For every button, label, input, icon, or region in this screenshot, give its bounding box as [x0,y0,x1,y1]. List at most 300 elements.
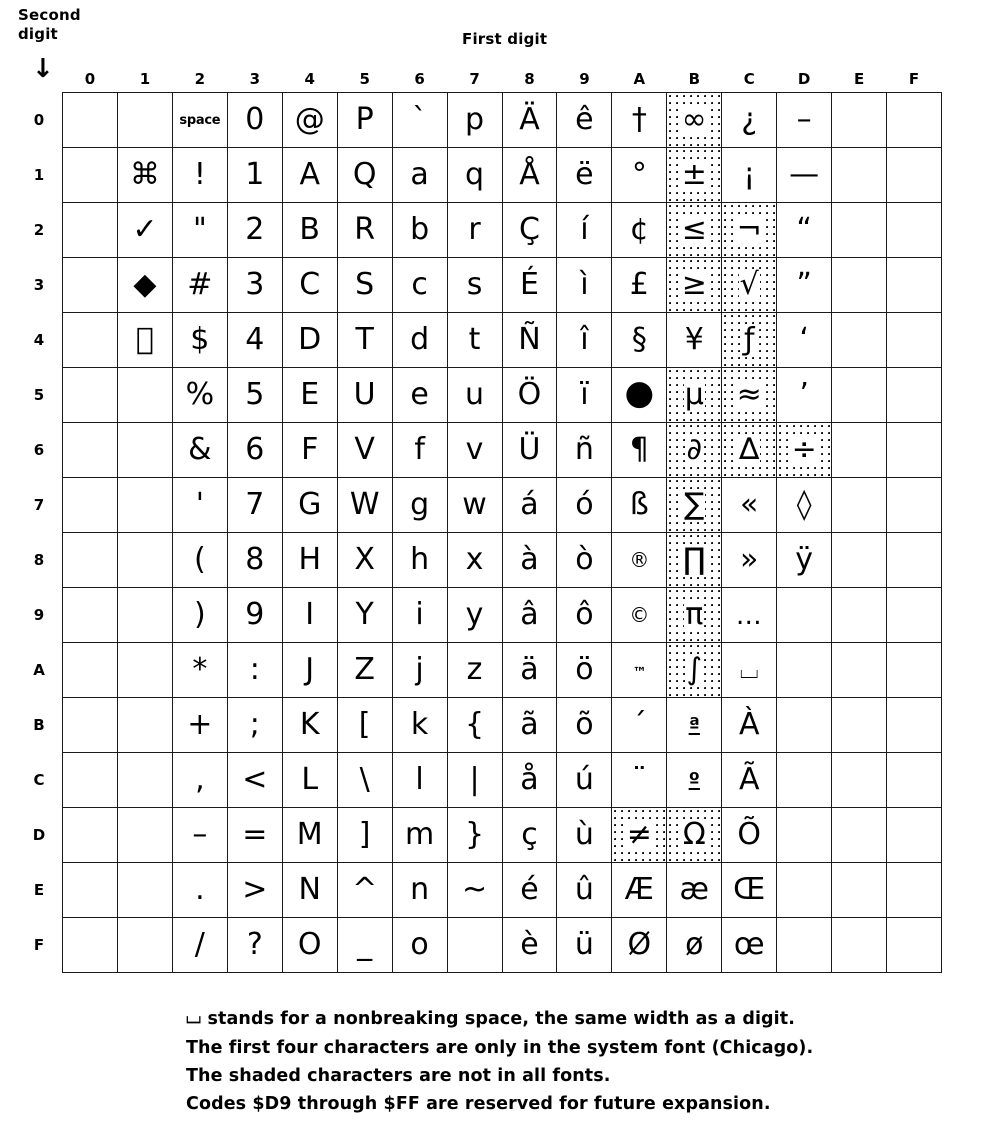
column-header-3: 3 [249,70,260,88]
char-cell-A3[interactable] [612,258,667,313]
char-cell-36[interactable] [227,423,282,478]
char-glyph: space [179,112,221,128]
char-cell-3C[interactable] [227,753,282,808]
char-cell-0D[interactable] [63,808,118,863]
char-cell-B9[interactable] [667,588,722,643]
char-cell-4E[interactable] [282,863,337,918]
char-cell-41[interactable] [282,148,337,203]
column-header-4: 4 [304,70,315,88]
char-cell-53[interactable] [337,258,392,313]
char-cell-09[interactable] [63,588,118,643]
char-glyph: Z [354,652,375,687]
char-cell-DB[interactable] [777,698,832,753]
char-cell-9B[interactable] [557,698,612,753]
char-cell-91[interactable] [557,148,612,203]
char-cell-F5[interactable] [887,368,942,423]
char-cell-0A[interactable] [63,643,118,698]
column-header-C: C [743,70,755,88]
char-cell-DF[interactable] [777,918,832,973]
char-cell-30[interactable] [227,93,282,148]
char-cell-0E[interactable] [63,863,118,918]
char-cell-9E[interactable] [557,863,612,918]
column-header-A: A [633,70,646,88]
char-cell-27[interactable] [172,478,227,533]
char-cell-DE[interactable] [777,863,832,918]
char-cell-FD[interactable] [887,808,942,863]
char-cell-4B[interactable] [282,698,337,753]
char-cell-B2[interactable] [667,203,722,258]
char-cell-7F[interactable] [447,918,502,973]
char-cell-11[interactable] [117,148,172,203]
char-cell-82[interactable] [502,203,557,258]
char-cell-6F[interactable] [392,918,447,973]
char-cell-07[interactable] [63,478,118,533]
char-cell-AA[interactable] [612,643,667,698]
char-cell-75[interactable] [447,368,502,423]
char-glyph: I [305,597,315,632]
char-cell-1A[interactable] [117,643,172,698]
char-cell-AD[interactable] [612,808,667,863]
char-cell-9C[interactable] [557,753,612,808]
char-cell-F9[interactable] [887,588,942,643]
char-cell-AC[interactable] [612,753,667,808]
char-glyph: Ç [518,212,540,247]
char-cell-A9[interactable] [612,588,667,643]
char-cell-94[interactable] [557,313,612,368]
char-cell-D5[interactable] [777,368,832,423]
char-cell-5E[interactable] [337,863,392,918]
char-cell-87[interactable] [502,478,557,533]
char-cell-BB[interactable] [667,698,722,753]
char-cell-DA[interactable] [777,643,832,698]
char-cell-F0[interactable] [887,93,942,148]
char-cell-95[interactable] [557,368,612,423]
char-cell-1D[interactable] [117,808,172,863]
char-cell-2A[interactable] [172,643,227,698]
char-cell-E4[interactable] [832,313,887,368]
char-cell-BA[interactable] [667,643,722,698]
char-glyph: ¨ [631,762,647,797]
char-cell-90[interactable] [557,93,612,148]
char-cell-5D[interactable] [337,808,392,863]
char-cell-FE[interactable] [887,863,942,918]
char-cell-64[interactable] [392,313,447,368]
char-glyph: % [185,377,215,412]
char-cell-16[interactable] [117,423,172,478]
second-digit-axis-label [18,6,81,44]
char-cell-19[interactable] [117,588,172,643]
char-cell-A4[interactable] [612,313,667,368]
char-cell-06[interactable] [63,423,118,478]
char-cell-C3[interactable] [722,258,777,313]
char-cell-F4[interactable] [887,313,942,368]
char-cell-81[interactable] [502,148,557,203]
char-glyph: ª [688,713,700,737]
char-glyph: ◊ [796,487,812,522]
char-cell-7A[interactable] [447,643,502,698]
char-glyph: X [354,542,375,577]
char-cell-E6[interactable] [832,423,887,478]
char-cell-71[interactable] [447,148,502,203]
char-cell-35[interactable] [227,368,282,423]
char-cell-22[interactable] [172,203,227,258]
char-cell-4C[interactable] [282,753,337,808]
char-cell-42[interactable] [282,203,337,258]
char-cell-8A[interactable] [502,643,557,698]
column-header-1: 1 [139,70,151,88]
char-cell-44[interactable] [282,313,337,368]
char-cell-2C[interactable] [172,753,227,808]
char-cell-2D[interactable] [172,808,227,863]
char-cell-14[interactable] [117,313,172,368]
char-cell-65[interactable] [392,368,447,423]
char-cell-A1[interactable] [612,148,667,203]
char-cell-59[interactable] [337,588,392,643]
column-header-E: E [853,70,865,88]
char-cell-F1[interactable] [887,148,942,203]
char-cell-31[interactable] [227,148,282,203]
char-cell-ED[interactable] [832,808,887,863]
char-cell-2B[interactable] [172,698,227,753]
char-cell-98[interactable] [557,533,612,588]
char-glyph: 2 [245,212,265,247]
char-cell-FA[interactable] [887,643,942,698]
char-cell-B4[interactable] [667,313,722,368]
char-glyph: † [631,102,647,137]
char-cell-FF[interactable] [887,918,942,973]
char-cell-28[interactable] [172,533,227,588]
char-cell-70[interactable] [447,93,502,148]
char-cell-8F[interactable] [502,918,557,973]
char-cell-B6[interactable] [667,423,722,478]
char-cell-3F[interactable] [227,918,282,973]
char-cell-25[interactable] [172,368,227,423]
char-cell-3B[interactable] [227,698,282,753]
char-cell-BC[interactable] [667,753,722,808]
char-cell-3E[interactable] [227,863,282,918]
char-cell-85[interactable] [502,368,557,423]
char-cell-69[interactable] [392,588,447,643]
char-cell-60[interactable] [392,93,447,148]
char-cell-EE[interactable] [832,863,887,918]
char-cell-6D[interactable] [392,808,447,863]
char-cell-DC[interactable] [777,753,832,808]
char-cell-7C[interactable] [447,753,502,808]
char-cell-7B[interactable] [447,698,502,753]
char-cell-C4[interactable] [722,313,777,368]
char-cell-26[interactable] [172,423,227,478]
char-cell-57[interactable] [337,478,392,533]
char-cell-1F[interactable] [117,918,172,973]
char-glyph: Ø [627,927,652,962]
char-cell-38[interactable] [227,533,282,588]
char-cell-E1[interactable] [832,148,887,203]
char-cell-15[interactable] [117,368,172,423]
char-cell-A8[interactable] [612,533,667,588]
char-cell-61[interactable] [392,148,447,203]
char-cell-D0[interactable] [777,93,832,148]
char-cell-88[interactable] [502,533,557,588]
char-cell-54[interactable] [337,313,392,368]
char-cell-FB[interactable] [887,698,942,753]
char-cell-40[interactable] [282,93,337,148]
char-cell-CB[interactable] [722,698,777,753]
char-cell-3D[interactable] [227,808,282,863]
char-cell-33[interactable] [227,258,282,313]
char-cell-DD[interactable] [777,808,832,863]
char-cell-77[interactable] [447,478,502,533]
char-cell-A7[interactable] [612,478,667,533]
char-cell-CF[interactable] [722,918,777,973]
char-cell-08[interactable] [63,533,118,588]
char-cell-1B[interactable] [117,698,172,753]
char-cell-D4[interactable] [777,313,832,368]
char-glyph: î [580,322,589,357]
char-cell-EF[interactable] [832,918,887,973]
char-glyph: É [519,267,539,302]
char-cell-A5[interactable] [612,368,667,423]
char-cell-5F[interactable] [337,918,392,973]
char-cell-AB[interactable] [612,698,667,753]
char-cell-A6[interactable] [612,423,667,478]
char-cell-F3[interactable] [887,258,942,313]
char-cell-B1[interactable] [667,148,722,203]
char-cell-05[interactable] [63,368,118,423]
char-cell-80[interactable] [502,93,557,148]
char-cell-20[interactable] [172,93,227,148]
char-cell-E0[interactable] [832,93,887,148]
char-cell-C9[interactable] [722,588,777,643]
char-cell-23[interactable] [172,258,227,313]
char-cell-56[interactable] [337,423,392,478]
char-cell-0F[interactable] [63,918,118,973]
char-cell-58[interactable] [337,533,392,588]
char-cell-83[interactable] [502,258,557,313]
char-cell-68[interactable] [392,533,447,588]
char-cell-6B[interactable] [392,698,447,753]
char-cell-96[interactable] [557,423,612,478]
char-cell-32[interactable] [227,203,282,258]
char-glyph: Q [352,157,377,192]
char-cell-04[interactable] [63,313,118,368]
char-cell-8E[interactable] [502,863,557,918]
char-cell-B7[interactable] [667,478,722,533]
char-cell-8B[interactable] [502,698,557,753]
char-cell-79[interactable] [447,588,502,643]
char-cell-2F[interactable] [172,918,227,973]
char-cell-63[interactable] [392,258,447,313]
char-cell-12[interactable] [117,203,172,258]
char-glyph: x [465,542,484,577]
char-cell-C2[interactable] [722,203,777,258]
char-cell-C1[interactable] [722,148,777,203]
char-glyph: t [468,322,481,357]
char-cell-F8[interactable] [887,533,942,588]
char-cell-72[interactable] [447,203,502,258]
char-cell-21[interactable] [172,148,227,203]
table-row [63,203,942,258]
char-cell-0C[interactable] [63,753,118,808]
char-cell-51[interactable] [337,148,392,203]
char-cell-CA[interactable] [722,643,777,698]
char-cell-39[interactable] [227,588,282,643]
char-glyph: « [740,487,759,522]
char-cell-5A[interactable] [337,643,392,698]
char-cell-18[interactable] [117,533,172,588]
char-cell-A2[interactable] [612,203,667,258]
char-cell-B5[interactable] [667,368,722,423]
char-cell-EA[interactable] [832,643,887,698]
char-cell-4D[interactable] [282,808,337,863]
char-cell-02[interactable] [63,203,118,258]
char-cell-FC[interactable] [887,753,942,808]
char-glyph: Y [355,597,374,632]
char-cell-D8[interactable] [777,533,832,588]
char-cell-AE[interactable] [612,863,667,918]
char-cell-F2[interactable] [887,203,942,258]
char-glyph: r [468,212,481,247]
char-cell-C0[interactable] [722,93,777,148]
char-glyph: ∫ [686,652,703,687]
char-cell-46[interactable] [282,423,337,478]
char-cell-BD[interactable] [667,808,722,863]
char-cell-73[interactable] [447,258,502,313]
char-cell-B0[interactable] [667,93,722,148]
char-cell-5B[interactable] [337,698,392,753]
nonbreaking-space-icon: ⌴ [186,1006,202,1028]
char-cell-13[interactable] [117,258,172,313]
char-cell-37[interactable] [227,478,282,533]
char-cell-10[interactable] [117,93,172,148]
char-cell-7D[interactable] [447,808,502,863]
char-cell-8D[interactable] [502,808,557,863]
char-cell-9F[interactable] [557,918,612,973]
char-cell-0B[interactable] [63,698,118,753]
char-cell-EC[interactable] [832,753,887,808]
char-cell-3A[interactable] [227,643,282,698]
char-cell-E7[interactable] [832,478,887,533]
char-cell-C8[interactable] [722,533,777,588]
char-cell-9A[interactable] [557,643,612,698]
char-cell-D6[interactable] [777,423,832,478]
table-row [63,808,942,863]
char-cell-F6[interactable] [887,423,942,478]
char-cell-48[interactable] [282,533,337,588]
char-cell-6C[interactable] [392,753,447,808]
char-cell-D7[interactable] [777,478,832,533]
char-cell-76[interactable] [447,423,502,478]
char-glyph: ÿ [795,542,814,577]
char-cell-55[interactable] [337,368,392,423]
char-cell-BE[interactable] [667,863,722,918]
char-cell-E5[interactable] [832,368,887,423]
char-cell-66[interactable] [392,423,447,478]
char-glyph: . [195,872,205,907]
char-cell-B3[interactable] [667,258,722,313]
char-glyph: å [520,762,539,797]
char-cell-52[interactable] [337,203,392,258]
char-cell-9D[interactable] [557,808,612,863]
char-cell-99[interactable] [557,588,612,643]
column-header-6: 6 [414,70,425,88]
char-cell-D1[interactable] [777,148,832,203]
char-cell-03[interactable] [63,258,118,313]
char-cell-49[interactable] [282,588,337,643]
char-glyph: ( [193,542,206,577]
char-cell-1C[interactable] [117,753,172,808]
character-map-table-container [0,60,1000,973]
char-cell-43[interactable] [282,258,337,313]
char-cell-6E[interactable] [392,863,447,918]
char-cell-CD[interactable] [722,808,777,863]
char-cell-C7[interactable] [722,478,777,533]
char-cell-62[interactable] [392,203,447,258]
char-cell-C5[interactable] [722,368,777,423]
char-cell-C6[interactable] [722,423,777,478]
char-glyph: ● [624,373,655,413]
char-cell-1E[interactable] [117,863,172,918]
char-cell-D9[interactable] [777,588,832,643]
char-cell-47[interactable] [282,478,337,533]
char-cell-92[interactable] [557,203,612,258]
char-cell-29[interactable] [172,588,227,643]
char-glyph: F [301,432,319,467]
char-cell-F7[interactable] [887,478,942,533]
second-digit-line-1: Second [18,6,81,24]
char-cell-E3[interactable] [832,258,887,313]
char-cell-B8[interactable] [667,533,722,588]
char-cell-78[interactable] [447,533,502,588]
char-cell-AF[interactable] [612,918,667,973]
char-glyph: ∑ [684,487,705,522]
char-cell-2E[interactable] [172,863,227,918]
char-cell-89[interactable] [502,588,557,643]
char-cell-E2[interactable] [832,203,887,258]
char-cell-7E[interactable] [447,863,502,918]
char-cell-EB[interactable] [832,698,887,753]
char-cell-24[interactable] [172,313,227,368]
char-cell-00[interactable] [63,93,118,148]
char-glyph: ⌘ [129,157,160,192]
char-cell-E9[interactable] [832,588,887,643]
char-cell-5C[interactable] [337,753,392,808]
char-cell-E8[interactable] [832,533,887,588]
char-cell-6A[interactable] [392,643,447,698]
char-cell-93[interactable] [557,258,612,313]
char-cell-97[interactable] [557,478,612,533]
char-cell-CC[interactable] [722,753,777,808]
char-glyph: ‘ [799,322,809,357]
char-cell-D3[interactable] [777,258,832,313]
char-cell-67[interactable] [392,478,447,533]
char-cell-A0[interactable] [612,93,667,148]
char-cell-4A[interactable] [282,643,337,698]
char-cell-86[interactable] [502,423,557,478]
char-cell-50[interactable] [337,93,392,148]
char-cell-8C[interactable] [502,753,557,808]
char-cell-01[interactable] [63,148,118,203]
char-cell-17[interactable] [117,478,172,533]
char-cell-84[interactable] [502,313,557,368]
char-cell-D2[interactable] [777,203,832,258]
char-cell-34[interactable] [227,313,282,368]
char-cell-74[interactable] [447,313,502,368]
char-cell-CE[interactable] [722,863,777,918]
char-cell-BF[interactable] [667,918,722,973]
char-cell-4F[interactable] [282,918,337,973]
char-glyph: ! [193,157,206,192]
char-cell-45[interactable] [282,368,337,423]
